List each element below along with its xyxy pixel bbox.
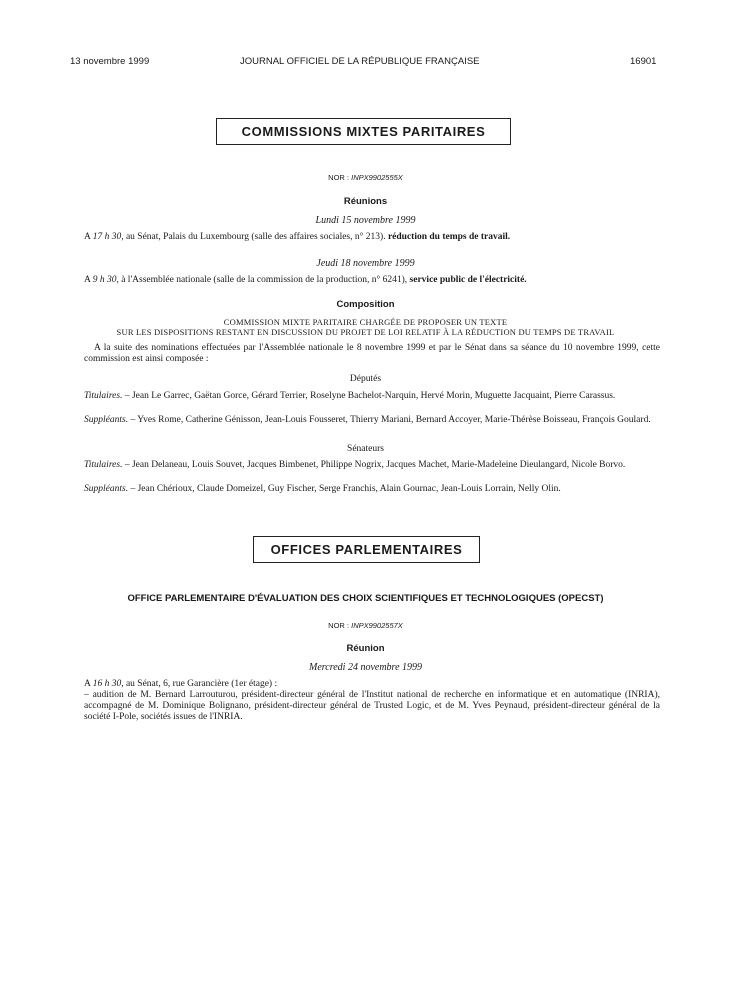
section-title-box	[253, 536, 480, 563]
deputes-titulaires: Titulaires. – Jean Le Garrec, Gaëtan Gorce, Gérard Terrier, Roselyne Bachelot-Narquin, Hervé Morin, Muguette Jacquaint, Pierre Carassus.	[84, 391, 616, 401]
deputes-suppleants: Suppléants. – Yves Rome, Catherine Génisson, Jean-Louis Fousseret, Thierry Mariani, Bernard Accoyer, Marie-Thérèse Boisseau, François Goulard.	[84, 415, 651, 425]
deputes-heading: Députés	[349, 374, 382, 384]
nor-reference: NOR : INPX9902557X	[328, 621, 403, 630]
senateurs-suppleants: Suppléants. – Jean Chérioux, Claude Domeizel, Guy Fischer, Serge Franchis, Alain Gournac, Jean-Louis Lorrain, Nelly Olin.	[84, 484, 561, 494]
senateurs-titulaires: Titulaires. – Jean Delaneau, Louis Souvet, Jacques Bimbenet, Philippe Nogrix, Jacques Machet, Marie-Madeleine Dieulangard, Nicole Borvo.	[84, 460, 626, 470]
composition-intro: A la suite des nominations effectuées par l'Assemblée nationale le 8 novembre 1999 et par le Sénat dans sa séance du 10 novembre 1999, cette commission est ainsi composée :	[84, 343, 660, 364]
nor-reference: NOR : INPX9902555X	[328, 173, 403, 182]
commission-title: SUR LES DISPOSITIONS RESTANT EN DISCUSSION DU PROJET DE LOI RELATIF À LA RÉDUCTION DU TEMPS DE TRAVAIL	[116, 327, 615, 337]
reunions-heading: Réunions	[343, 196, 388, 207]
reunion-heading: Réunion	[346, 643, 385, 654]
section-title: COMMISSIONS MIXTES PARITAIRES	[241, 124, 486, 139]
section-title-box	[216, 118, 511, 145]
meeting-date: Jeudi 18 novembre 1999	[316, 258, 415, 269]
senateurs-heading: Sénateurs	[347, 444, 384, 454]
page-number: 16901	[630, 56, 657, 67]
journal-title: JOURNAL OFFICIEL DE LA RÉPUBLIQUE FRANÇAISE	[240, 56, 480, 67]
composition-heading: Composition	[336, 299, 395, 310]
meeting-date: Mercredi 24 novembre 1999	[308, 662, 423, 673]
office-heading: OFFICE PARLEMENTAIRE D'ÉVALUATION DES CHOIX SCIENTIFIQUES ET TECHNOLOGIQUES (OPECST)	[127, 593, 604, 604]
meeting-line: A 17 h 30, au Sénat, Palais du Luxembourg (salle des affaires sociales, n° 213). réduction du temps de travail.	[84, 232, 511, 242]
commission-title: COMMISSION MIXTE PARITAIRE CHARGÉE DE PROPOSER UN TEXTE	[223, 317, 508, 327]
meeting-line: A 9 h 30, à l'Assemblée nationale (salle de la commission de la production, n° 6241), service public de l'électricité.	[84, 275, 527, 285]
meeting-date: Lundi 15 novembre 1999	[315, 215, 416, 226]
agenda-item: – audition de M. Bernard Larrouturou, président-directeur général de l'Institut national de recherche en informatique et en automatique (INRIA), accompagné de M. Dominique Bolignano, président-directeur général de Trusted Logic, et de M. Yves Peynaud, président-directeur général de la société I-Pole, sociétés issues de l'INRIA.	[84, 690, 660, 722]
section-title: OFFICES PARLEMENTAIRES	[270, 542, 463, 557]
meeting-line: A 16 h 30, au Sénat, 6, rue Garancière (1er étage) :	[84, 679, 278, 689]
header-date: 13 novembre 1999	[70, 56, 150, 67]
